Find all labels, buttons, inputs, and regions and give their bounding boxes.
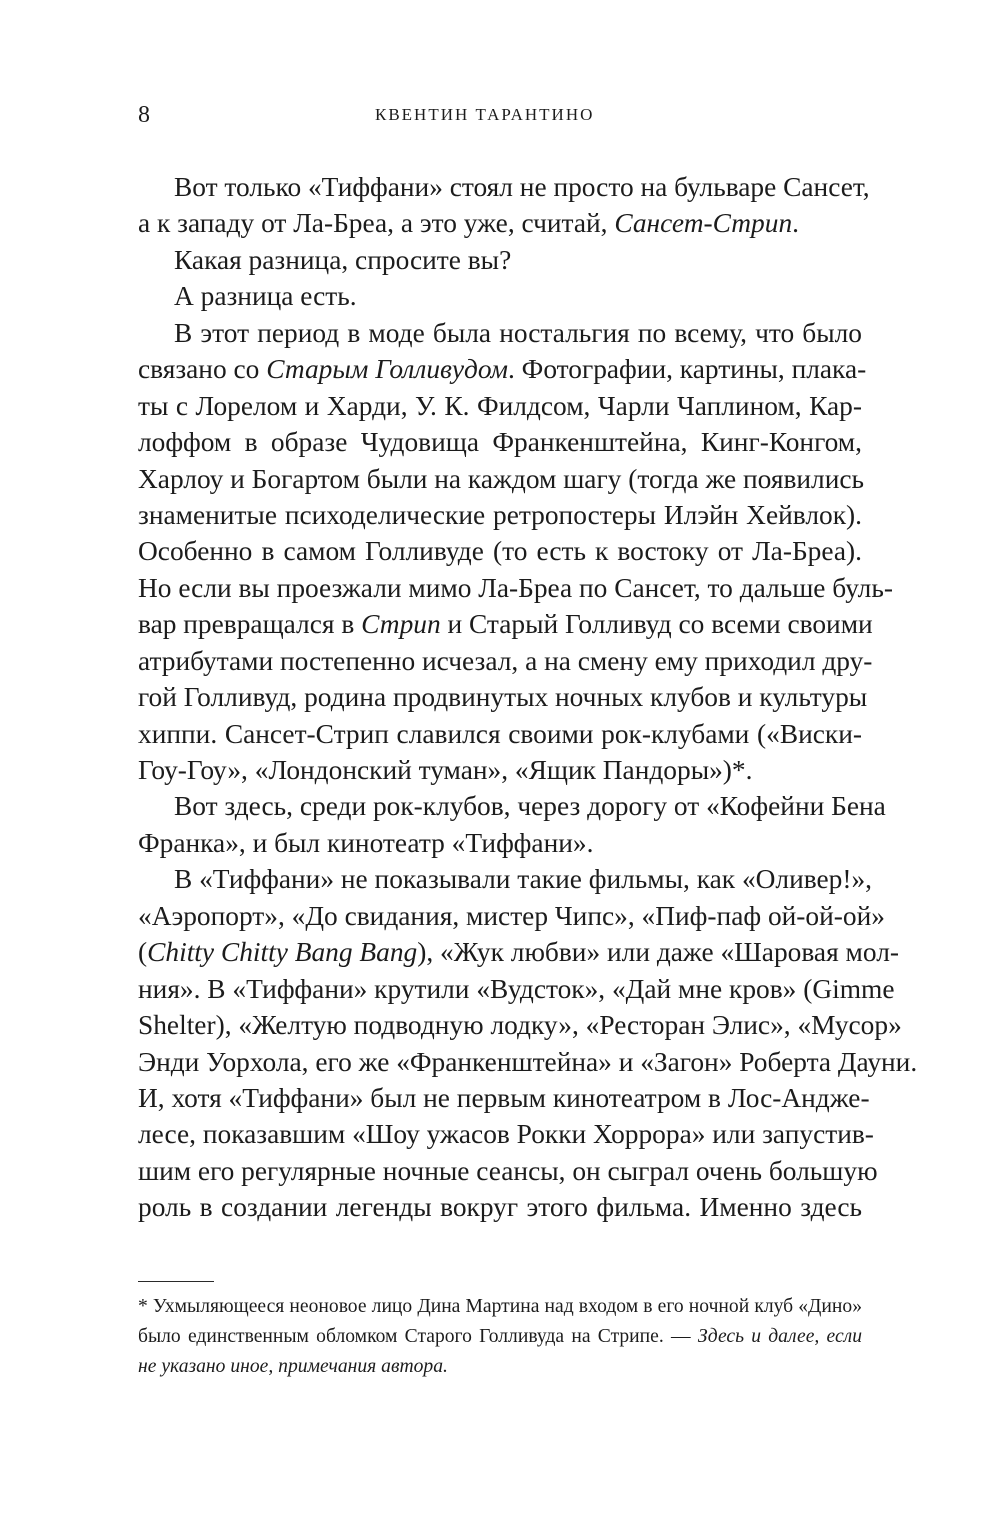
body-line: Какая разница, спросите вы? xyxy=(174,244,512,275)
body-line: гой Голливуд, родина продвинутых ночных клубов и культуры xyxy=(138,682,868,713)
body-line: атрибутами постепенно исчезал, а на смену ему приходил дру- xyxy=(138,645,873,676)
body-line: Но если вы проезжали мимо Ла-Бреа по Сансет, то дальше буль- xyxy=(138,572,893,603)
footnote-line: было единственным обломком Старого Голливуда на Стрипе. — Здесь и далее, если xyxy=(138,1326,862,1347)
body-line: ты с Лорелом и Харди, У. К. Филдсом, Чарли Чаплином, Кар- xyxy=(138,390,862,421)
body-line: Энди Уорхола, его же «Франкенштейна» и «Загон» Роберта Дауни. xyxy=(138,1046,918,1077)
body-line: связано со Старым Голливудом. Фотографии, картины, плака- xyxy=(138,354,867,385)
body-line: знаменитые психоделические ретропостеры Илэйн Хейвлок). xyxy=(138,499,862,530)
body-line: лесе, показавшим «Шоу ужасов Рокки Хоррора» или запустив- xyxy=(138,1119,874,1150)
running-title: КВЕНТИН ТАРАНТИНО xyxy=(375,105,595,124)
running-head xyxy=(138,98,862,132)
italic-phrase: Сансет-Стрип xyxy=(614,208,793,239)
body-line: хиппи. Сансет-Стрип славился своими рок-клубами («Виски- xyxy=(138,718,862,749)
footnote-line: * Ухмыляющееся неоновое лицо Дина Мартина над входом в его ночной клуб «Дино» xyxy=(138,1296,862,1317)
italic-phrase: Chitty Chitty Bang Bang xyxy=(147,937,418,968)
italic-phrase: Здесь и далее, если xyxy=(697,1326,862,1347)
body-line: лоффом в образе Чудовища Франкенштейна, Кинг-Конгом, xyxy=(138,427,862,458)
body-line: Харлоу и Богартом были на каждом шагу (тогда же появились xyxy=(138,463,865,494)
body-line: Shelter), «Желтую подводную лодку», «Ресторан Элис», «Мусор» xyxy=(138,1010,902,1041)
italic-phrase: Стрип xyxy=(361,609,441,640)
footnote xyxy=(138,1292,862,1382)
body-line: Франка», и был кинотеатр «Тиффани». xyxy=(138,827,594,858)
body-line: «Аэропорт», «До свидания, мистер Чипс», «Пиф-паф ой-ой-ой» xyxy=(138,900,885,931)
body-line: а к западу от Ла-Бреа, а это уже, считай, Сансет-Стрип. xyxy=(138,208,799,239)
body-line: И, хотя «Тиффани» был не первым кинотеатром в Лос-Андже- xyxy=(138,1082,870,1113)
body-line: В этот период в моде была ностальгия по всему, что было xyxy=(174,317,862,348)
body-line: Вот здесь, среди рок-клубов, через дорогу от «Кофейни Бена xyxy=(174,791,886,822)
body-text xyxy=(138,169,918,1226)
body-line: шим его регулярные ночные сеансы, он сыграл очень большую xyxy=(138,1155,878,1186)
body-line: роль в создании легенды вокруг этого фильма. Именно здесь xyxy=(138,1192,862,1223)
body-line: Гоу-Гоу», «Лондонский туман», «Ящик Пандоры»)*. xyxy=(138,755,753,785)
body-line: вар превращался в Стрип и Старый Голливуд со всеми своими xyxy=(138,609,873,640)
body-line: Вот только «Тиффани» стоял не просто на бульваре Сансет, xyxy=(174,172,870,202)
body-line: А разница есть. xyxy=(174,281,357,312)
footnote-divider xyxy=(138,1281,214,1282)
body-line: В «Тиффани» не показывали такие фильмы, как «Оливер!», xyxy=(174,864,873,895)
italic-phrase: Старым Голливудом xyxy=(266,354,508,385)
body-line: (Chitty Chitty Bang Bang), «Жук любви» или даже «Шаровая мол- xyxy=(138,937,899,968)
page-number: 8 xyxy=(138,102,150,128)
footnote-line xyxy=(138,1352,862,1382)
body-line: Особенно в самом Голливуде (то есть к востоку от Ла-Бреа). xyxy=(138,536,862,567)
body-line: ния». В «Тиффани» крутили «Вудсток», «Дай мне кров» (Gimme xyxy=(138,973,895,1004)
italic-phrase: не указано иное, примечания автора. xyxy=(138,1356,448,1377)
